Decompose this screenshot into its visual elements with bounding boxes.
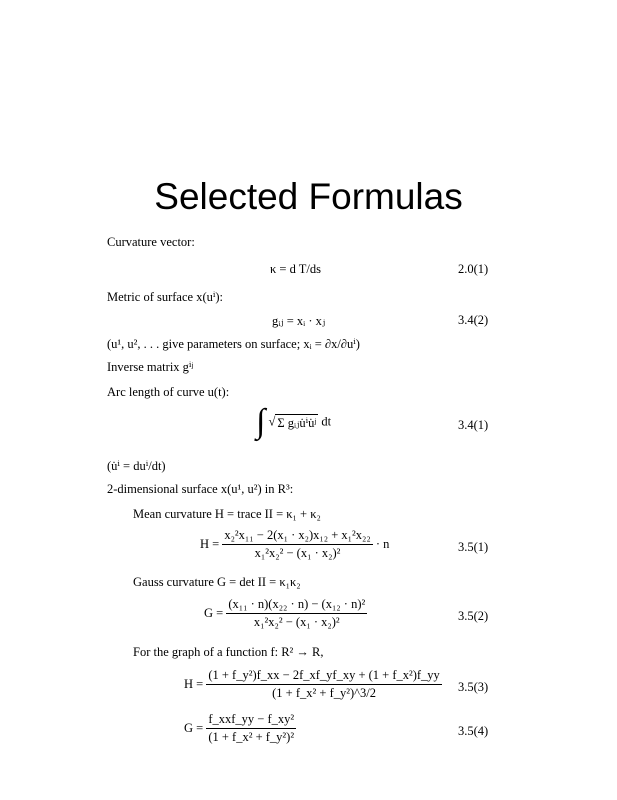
integral-sign: ∫	[256, 403, 266, 440]
tail: · n	[375, 537, 390, 551]
graph-function-label: For the graph of a function f: R² → R,	[133, 645, 324, 659]
differential: dt	[321, 414, 332, 429]
metric-label: Metric of surface x(uⁱ):	[107, 290, 224, 304]
equation-number-3-5-2: 3.5(2)	[458, 609, 489, 623]
equation-number-3-4-2: 3.4(2)	[458, 313, 489, 327]
equation-number-3-5-4: 3.5(4)	[458, 724, 489, 738]
numerator: f_xxf_yy − f_xy²	[206, 712, 296, 729]
inverse-matrix-label: Inverse matrix gⁱʲ	[107, 360, 194, 374]
curvature-vector-equation: κ = d T/ds	[270, 262, 321, 276]
fraction	[206, 712, 296, 745]
graph-mean-curvature-equation	[184, 668, 442, 701]
denominator: (1 + f_x² + f_y²)^3/2	[272, 686, 376, 700]
denominator: x₁²x₂² − (x₁ · x₂)²	[253, 615, 340, 629]
derivative-note: (u̇ⁱ = duⁱ/dt)	[107, 459, 166, 473]
numerator: (x₁₁ · n)(x₂₂ · n) − (x₁₂ · n)²	[226, 597, 367, 614]
equation-number-2-0-1: 2.0(1)	[458, 262, 489, 276]
equation-number-3-5-3: 3.5(3)	[458, 680, 489, 694]
numerator: x₂²x₁₁ − 2(x₁ · x₂)x₁₂ + x₁²x₂₂	[222, 528, 372, 545]
numerator: (1 + f_y²)f_xx − 2f_xf_yf_xy + (1 + f_x²)f_yy	[206, 668, 441, 685]
mean-curvature-label: Mean curvature H = trace II = κ₁ + κ₂	[133, 507, 321, 521]
equation-number-3-4-1: 3.4(1)	[458, 418, 489, 432]
metric-equation: gᵢⱼ = xᵢ · xⱼ	[272, 314, 326, 328]
lhs: G =	[184, 721, 204, 735]
gauss-curvature-label: Gauss curvature G = det II = κ₁κ₂	[133, 575, 301, 589]
lhs: H =	[200, 537, 220, 551]
gauss-curvature-equation	[204, 597, 367, 630]
page-title: Selected Formulas	[154, 176, 463, 217]
parameters-note: (u¹, u², . . . give parameters on surface; xᵢ = ∂x/∂uⁱ)	[107, 337, 360, 351]
graph-gauss-curvature-equation	[184, 712, 296, 745]
fraction	[222, 528, 372, 561]
radicand: Σ gᵢⱼu̇ⁱu̇ʲ	[277, 415, 317, 430]
denominator: (1 + f_x² + f_y²)²	[208, 730, 295, 744]
fraction	[206, 668, 441, 701]
mean-curvature-equation	[200, 528, 389, 561]
arc-length-label: Arc length of curve u(t):	[107, 385, 230, 399]
arc-length-equation: ∫ √ Σ gᵢⱼu̇ⁱu̇ʲ dt	[256, 403, 332, 440]
lhs: G =	[204, 606, 224, 620]
fraction	[226, 597, 367, 630]
denominator: x₁²x₂² − (x₁ · x₂)²	[254, 546, 341, 560]
lhs: H =	[184, 677, 204, 691]
curvature-vector-label: Curvature vector:	[107, 235, 195, 249]
surface-label: 2-dimensional surface x(u¹, u²) in R³:	[107, 482, 294, 496]
equation-number-3-5-1: 3.5(1)	[458, 540, 489, 554]
